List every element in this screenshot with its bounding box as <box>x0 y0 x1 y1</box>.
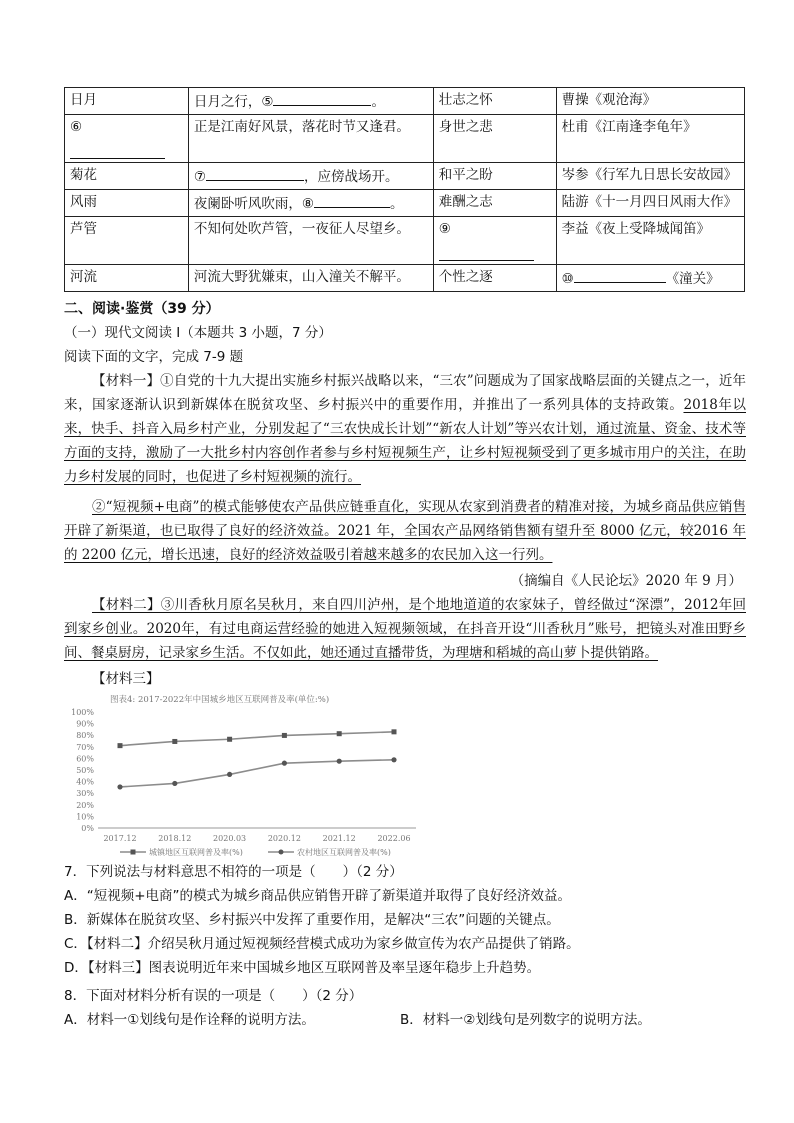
table-cell: 身世之悲 <box>433 115 556 163</box>
data-point <box>118 743 123 748</box>
y-tick-label: 40% <box>76 777 94 787</box>
y-tick-label: 10% <box>76 812 94 822</box>
question-8-option-a[interactable]: A．材料一①划线句是作诠释的说明方法。 <box>64 1012 315 1028</box>
y-tick-label: 20% <box>76 800 94 810</box>
y-tick-label: 80% <box>76 731 94 741</box>
x-tick-label: 2020.03 <box>213 834 247 843</box>
table-cell: 夜阑卧听风吹雨，⑧ 。 <box>188 190 433 217</box>
question-7-option-d[interactable]: D．【材料三】图表说明近年来中国城乡地区互联网普及率呈逐年稳步上升趋势。 <box>64 960 541 976</box>
table-cell: ⑥ <box>65 115 189 163</box>
x-tick-label: 2021.12 <box>322 834 356 843</box>
data-point <box>117 784 122 789</box>
table-row <box>65 88 745 115</box>
y-tick-label: 50% <box>76 766 94 775</box>
legend-label: 城镇地区互联网普及率(%) <box>149 848 243 856</box>
poem-table <box>64 87 745 292</box>
y-tick-label: 0% <box>81 824 94 833</box>
table-row <box>65 115 745 163</box>
section-subtitle: （一）现代文阅读 I（本题共 3 小题，7 分） <box>64 325 332 341</box>
y-tick-label: 90% <box>76 719 94 729</box>
table-cell: 河流 <box>65 265 189 292</box>
answer-blank[interactable] <box>439 250 534 261</box>
table-cell: 河流大野犹嫌束，山入潼关不解平。 <box>188 265 433 292</box>
question-8-option-b[interactable]: B．材料一②划线句是列数字的说明方法。 <box>400 1012 651 1028</box>
table-cell: 不知何处吹芦管，一夜征人尽望乡。 <box>188 217 433 265</box>
table-cell: 芦管 <box>65 217 189 265</box>
material-2-paragraph <box>64 593 746 665</box>
table-cell: 陆游《十一月四日风雨大作》 <box>556 190 744 217</box>
table-cell: 风雨 <box>65 190 189 217</box>
table-row <box>65 163 745 190</box>
x-tick-label: 2017.12 <box>103 834 137 843</box>
table-cell: 杜甫《江南逢李龟年》 <box>556 115 744 163</box>
x-tick-label: 2018.12 <box>158 834 192 843</box>
y-tick-label: 70% <box>76 742 94 752</box>
answer-blank[interactable] <box>70 148 165 159</box>
data-point <box>337 731 342 736</box>
x-tick-label: 2020.12 <box>267 834 301 843</box>
table-cell: ⑦ ，应傍战场开。 <box>188 163 433 190</box>
y-tick-label: 100% <box>71 708 94 717</box>
data-point <box>282 733 287 738</box>
material-1-text: 【材料一】①自党的十九大提出实施乡村振兴战略以来，“三农”问题成为了国家战略层面的关键点之一，近年来，国家逐渐认识到新媒体在脱贫攻坚、乡村振兴中的重要作用，并推出了一系列具体的支持政策。 <box>64 373 746 413</box>
question-7-option-b[interactable]: B．新媒体在脱贫攻坚、乡村振兴中发挥了重要作用，是解决“三农”问题的关键点。 <box>64 912 560 928</box>
data-point <box>392 729 397 734</box>
answer-blank[interactable] <box>314 193 390 208</box>
data-point <box>227 772 232 777</box>
table-cell: ⑩ 《潼关》 <box>556 265 744 292</box>
table-cell: 难酬之志 <box>433 190 556 217</box>
underlined-sentence: 2018年以来，快手、抖音入局乡村产业，分别发起了“三农快成长计划”“新农人计划”等兴农计划，通过流量、资金、技术等方面的支持，激励了一大批乡村内容创作者参与乡村短视频生产，让乡村短视频受到了更多城市用户的关注，在助力乡村发展的同时，也促进了乡村短视频的流行。 <box>64 397 746 485</box>
answer-blank[interactable] <box>273 91 371 106</box>
legend-label: 农村地区互联网普及率(%) <box>297 848 391 856</box>
data-point <box>172 739 177 744</box>
table-cell: 壮志之怀 <box>433 88 556 115</box>
table-cell: 岑参《行军九日思长安故园》 <box>556 163 744 190</box>
table-cell: 和平之盼 <box>433 163 556 190</box>
series-line-1 <box>120 732 394 746</box>
section-title: 二、阅读·鉴赏（39 分） <box>64 301 220 317</box>
material-3-label: 【材料三】 <box>92 671 160 687</box>
table-cell: 正是江南好风景，落花时节又逢君。 <box>188 115 433 163</box>
legend-marker <box>279 850 284 855</box>
x-tick-label: 2022.06 <box>377 834 411 843</box>
data-point <box>172 781 177 786</box>
series-line-2 <box>120 760 394 787</box>
table-cell: 李益《夜上受降城闻笛》 <box>556 217 744 265</box>
data-point <box>391 757 396 762</box>
underlined-sentence: ②“短视频+电商”的模式能够使农产品供应链垂直化，实现从农家到消费者的精准对接，为城乡商品供应销售开辟了新渠道，也已取得了良好的经济效益。2021 年，全国农产品网络销售额有望升至 8000 亿元，较2016 年的 2200 亿元，增长迅速，良好的经济效益吸引着越来越多的农民加入这一行列。 <box>64 499 746 563</box>
instruction: 阅读下面的文字，完成 7-9 题 <box>64 349 244 365</box>
material-1-paragraph-1 <box>64 369 746 489</box>
question-8-stem: 8．下面对材料分析有误的一项是（ ）（2 分） <box>64 988 363 1004</box>
underlined-sentence: 【材料二】③川香秋月原名吴秋月，来自四川泸州，是个地地道道的农家妹子，曾经做过“深漂”，2012年回到家乡创业。2020年，有过电商运营经验的她进入短视频领域，在抖音开设“川香秋月”账号，把镜头对准田野乡间、餐桌厨房，记录家乡生活。不仅如此，她还通过直播带货，为理塘和稻城的高山萝卜提供销路。 <box>64 597 746 661</box>
table-row <box>65 217 745 265</box>
y-tick-label: 60% <box>76 754 94 764</box>
material-1-paragraph-2 <box>64 495 746 567</box>
data-point <box>227 737 232 742</box>
question-7-option-c[interactable]: C．【材料二】介绍吴秋月通过短视频经营模式成功为家乡做宣传为农产品提供了销路。 <box>64 936 580 952</box>
table-cell: ⑨ <box>433 217 556 265</box>
y-tick-label: 30% <box>76 789 94 799</box>
table-row <box>65 190 745 217</box>
legend-marker <box>131 850 136 855</box>
chart-title: 图表4: 2017-2022年中国城乡地区互联网普及率(单位:%) <box>110 695 330 705</box>
table-cell: 日月之行，⑤ 。 <box>188 88 433 115</box>
table-row <box>65 265 745 292</box>
answer-blank[interactable] <box>206 166 304 181</box>
table-cell: 个性之逐 <box>433 265 556 292</box>
question-7-stem: 7．下列说法与材料意思不相符的一项是（ ）（2 分） <box>64 864 403 880</box>
data-point <box>337 759 342 764</box>
internet-penetration-chart <box>64 688 424 856</box>
table-cell: 菊花 <box>65 163 189 190</box>
data-point <box>282 761 287 766</box>
answer-blank[interactable] <box>574 268 666 283</box>
table-cell: 日月 <box>65 88 189 115</box>
source-note: （摘编自《人民论坛》2020 年 9 月） <box>510 573 742 589</box>
question-7-option-a[interactable]: A．“短视频+电商”的模式为城乡商品供应销售开辟了新渠道并取得了良好经济效益。 <box>64 888 572 904</box>
table-cell: 曹操《观沧海》 <box>556 88 744 115</box>
